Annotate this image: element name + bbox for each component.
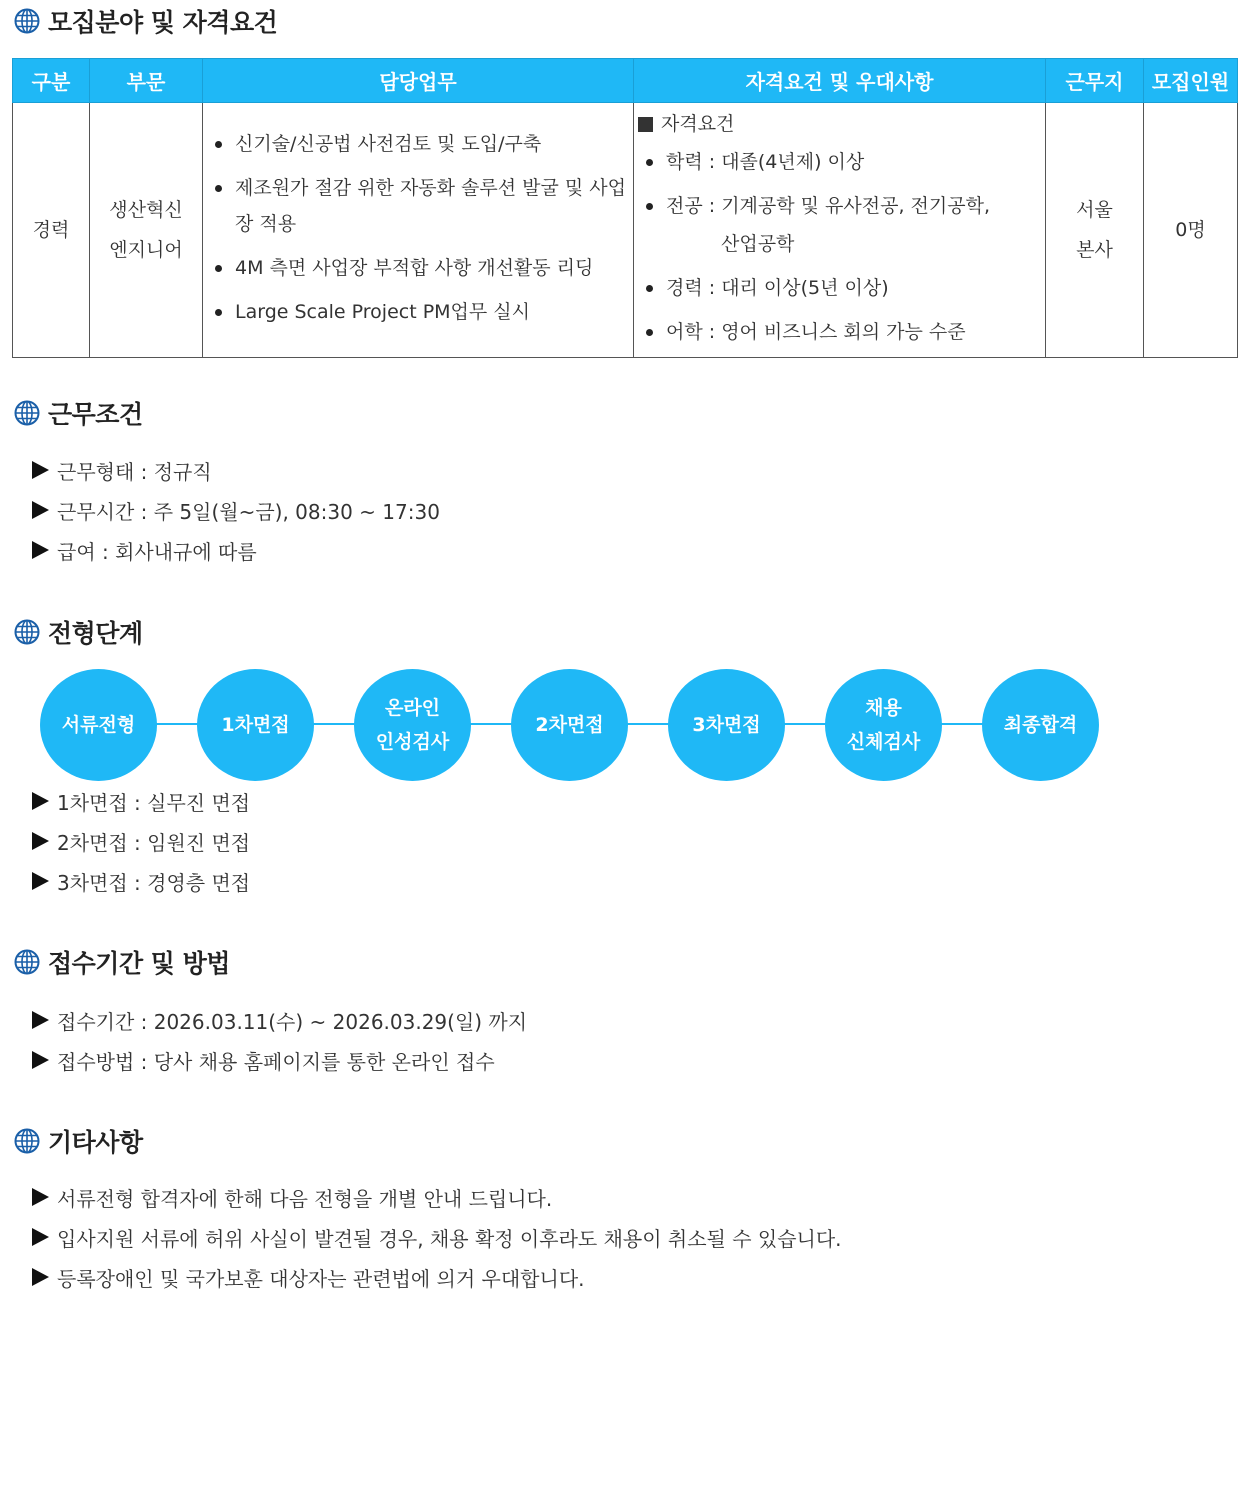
triangle-right-icon xyxy=(32,461,49,479)
triangle-right-icon xyxy=(32,792,49,810)
cell-duties xyxy=(203,103,634,358)
etc-list xyxy=(32,1177,842,1297)
step-circle xyxy=(40,669,157,781)
location-line: 본사 xyxy=(1076,239,1113,261)
major-line: 전공 : 기계공학 및 유사전공, 전기공학, xyxy=(666,195,990,217)
cell-qualifications xyxy=(634,103,1046,358)
section-heading: 근무조건 xyxy=(48,400,143,429)
dept-line: 엔지니어 xyxy=(109,239,183,261)
step-circle xyxy=(982,669,1099,781)
list-item xyxy=(32,450,440,490)
list-item-text: 근무형태 : 정규직 xyxy=(57,459,212,484)
triangle-right-icon xyxy=(32,1268,49,1286)
triangle-right-icon xyxy=(32,832,49,850)
step-circle xyxy=(511,669,628,781)
duty-list xyxy=(203,126,633,330)
step-circle xyxy=(668,669,785,781)
list-item xyxy=(32,1000,527,1040)
step-label: 온라인 xyxy=(384,697,441,719)
step-label: 신체검사 xyxy=(846,731,921,753)
list-item xyxy=(32,1040,527,1080)
list-item xyxy=(32,1257,842,1297)
section-title-process xyxy=(14,616,143,648)
triangle-right-icon xyxy=(32,501,49,519)
process-steps xyxy=(40,669,1100,781)
globe-icon xyxy=(14,619,40,645)
step-label: 2차면접 xyxy=(535,714,604,736)
step-circle xyxy=(354,669,471,781)
list-item xyxy=(32,821,250,861)
step-label: 채용 xyxy=(865,697,902,719)
table-row xyxy=(13,103,1238,358)
section-heading: 전형단계 xyxy=(48,619,143,648)
section-title-conditions xyxy=(14,397,143,429)
triangle-right-icon xyxy=(32,1228,49,1246)
list-item xyxy=(32,861,250,901)
list-item: 신기술/신공법 사전검토 및 도입/구축 xyxy=(213,126,633,162)
triangle-right-icon xyxy=(32,1051,49,1069)
list-item-text: 1차면접 : 실무진 면접 xyxy=(57,790,251,815)
triangle-right-icon xyxy=(32,1011,49,1029)
list-item-text: 등록장애인 및 국가보훈 대상자는 관련법에 의거 우대합니다. xyxy=(57,1266,585,1291)
cell-dept xyxy=(90,103,203,358)
list-item: 어학 : 영어 비즈니스 회의 가능 수준 xyxy=(644,313,1045,351)
list-item xyxy=(32,1217,842,1257)
section-heading: 접수기간 및 방법 xyxy=(48,949,230,978)
list-item-text: 3차면접 : 경영층 면접 xyxy=(57,870,251,895)
step-label: 1차면접 xyxy=(221,714,290,736)
qualification-heading xyxy=(634,107,1045,141)
header-duty: 담당업무 xyxy=(203,59,634,103)
step-circle xyxy=(197,669,314,781)
list-item xyxy=(32,781,250,821)
qualification-title: 자격요건 xyxy=(661,113,735,135)
header-type: 구분 xyxy=(13,59,90,103)
triangle-right-icon xyxy=(32,1188,49,1206)
list-item-text: 입사지원 서류에 허위 사실이 발견될 경우, 채용 확정 이후라도 채용이 취소될 수 있습니다. xyxy=(57,1226,842,1251)
triangle-right-icon xyxy=(32,541,49,559)
list-item-text: 서류전형 합격자에 한해 다음 전형을 개별 안내 드립니다. xyxy=(57,1186,553,1211)
qualification-list xyxy=(634,143,1045,351)
list-item xyxy=(32,530,440,570)
list-item-text: 급여 : 회사내규에 따름 xyxy=(57,539,257,564)
list-item-text: 근무시간 : 주 5일(월~금), 08:30 ~ 17:30 xyxy=(57,499,440,524)
list-item: 제조원가 절감 위한 자동화 솔루션 발굴 및 사업장 적용 xyxy=(213,170,633,242)
cell-type: 경력 xyxy=(13,103,90,358)
cell-headcount: 0명 xyxy=(1144,103,1238,358)
dept-line: 생산혁신 xyxy=(109,199,183,221)
cell-location xyxy=(1046,103,1144,358)
section-title-apply xyxy=(14,946,230,978)
list-item xyxy=(32,490,440,530)
section-heading: 기타사항 xyxy=(48,1128,143,1157)
header-dept: 부문 xyxy=(90,59,203,103)
step-label: 인성검사 xyxy=(375,731,450,753)
list-item: 4M 측면 사업장 부적합 사항 개선활동 리딩 xyxy=(213,250,633,286)
globe-icon xyxy=(14,8,40,34)
apply-list xyxy=(32,1000,527,1080)
square-bullet-icon xyxy=(638,117,653,132)
header-qualification: 자격요건 및 우대사항 xyxy=(634,59,1046,103)
step-label: 3차면접 xyxy=(692,714,761,736)
globe-icon xyxy=(14,949,40,975)
location-line: 서울 xyxy=(1076,199,1113,221)
list-item-text: 2차면접 : 임원진 면접 xyxy=(57,830,251,855)
globe-icon xyxy=(14,400,40,426)
step-label: 서류전형 xyxy=(61,714,136,736)
list-item: 학력 : 대졸(4년제) 이상 xyxy=(644,143,1045,181)
interview-list xyxy=(32,781,250,901)
section-heading: 모집분야 및 자격요건 xyxy=(48,8,278,37)
section-title-etc xyxy=(14,1125,143,1157)
header-location: 근무지 xyxy=(1046,59,1144,103)
major-line: 산업공학 xyxy=(721,233,795,255)
list-item: Large Scale Project PM업무 실시 xyxy=(213,294,633,330)
header-headcount: 모집인원 xyxy=(1144,59,1238,103)
section-title-recruit xyxy=(14,5,277,37)
table-header-row xyxy=(13,59,1238,103)
list-item-text: 접수기간 : 2026.03.11(수) ~ 2026.03.29(일) 까지 xyxy=(57,1009,528,1034)
list-item: 경력 : 대리 이상(5년 이상) xyxy=(644,269,1045,307)
step-label: 최종합격 xyxy=(1003,714,1078,736)
list-item-text: 접수방법 : 당사 채용 홈페이지를 통한 온라인 접수 xyxy=(57,1049,495,1074)
globe-icon xyxy=(14,1128,40,1154)
recruit-table xyxy=(12,58,1238,358)
step-circle xyxy=(825,669,942,781)
triangle-right-icon xyxy=(32,872,49,890)
list-item xyxy=(644,187,1045,263)
conditions-list xyxy=(32,450,440,570)
list-item xyxy=(32,1177,842,1217)
